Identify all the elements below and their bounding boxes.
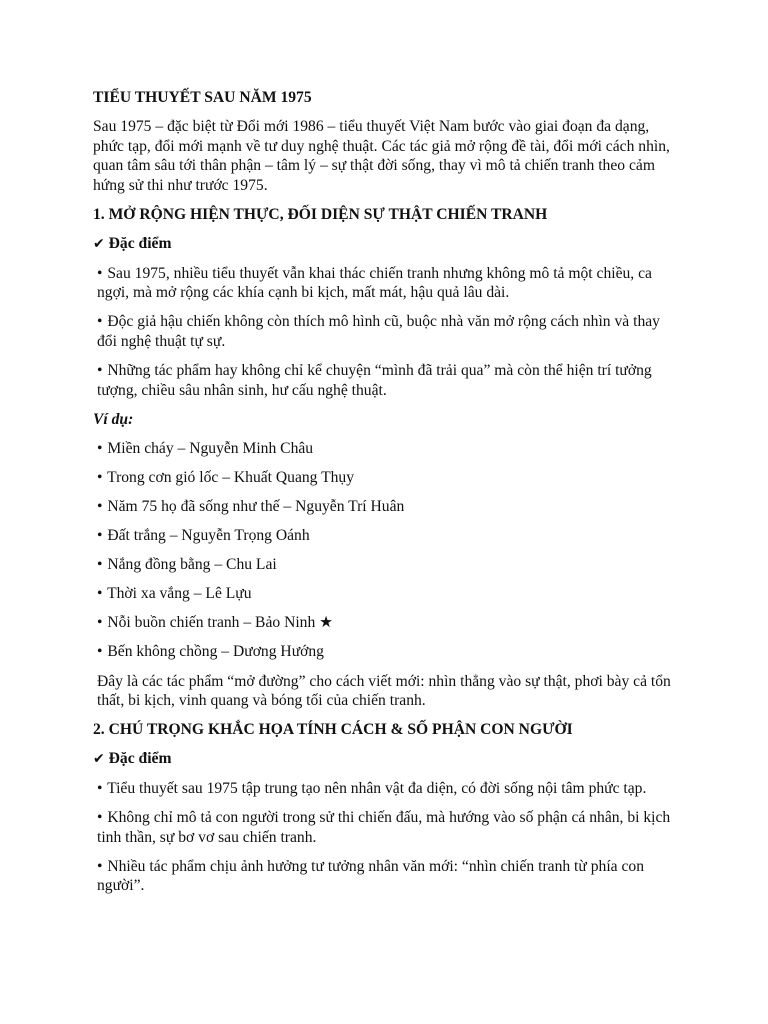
list-item-text: Độc giả hậu chiến không còn thích mô hình cũ, buộc nhà văn mở rộng cách nhìn và thay đổi nghệ thuật tự sự. [97,313,660,350]
bullet-icon: • [97,527,103,545]
section-2-heading: 2. CHÚ TRỌNG KHẮC HỌA TÍNH CÁCH & SỐ PHẬN CON NGƯỜI [93,721,573,739]
example-text: Năm 75 họ đã sống như thế – Nguyễn Trí Huân [107,497,405,515]
section-2-feature-label [93,749,683,770]
example-item [93,439,683,459]
document-page [93,88,683,906]
check-mark-icon: ✔ [93,235,105,252]
example-item [93,526,683,546]
example-text: Nắng đồng bằng – Chu Lai [107,556,277,574]
bullet-icon: • [97,643,103,661]
bullet-icon: • [97,809,103,827]
bullet-icon: • [97,556,103,574]
example-text: Thời xa vắng – Lê Lựu [107,585,252,603]
example-text: Miền cháy – Nguyễn Minh Châu [107,439,314,457]
list-item-text: Nhiều tác phẩm chịu ảnh hưởng tư tưởng nhân văn mới: “nhìn chiến tranh từ phía con người”. [97,857,645,895]
example-item [93,584,683,604]
example-text: Nỗi buồn chiến tranh – Bảo Ninh ★ [107,614,334,632]
section-1-conclusion: Đây là các tác phẩm “mở đường” cho cách viết mới: nhìn thẳng vào sự thật, phơi bày cả tổn thất, bi kịch, vinh quang và bóng tối của chiến tranh. [97,672,671,709]
check-mark-icon: ✔ [93,751,105,768]
list-item [93,779,683,799]
bullet-icon: • [97,585,103,603]
example-item [93,613,683,633]
example-label: Ví dụ: [93,410,134,428]
bullet-icon: • [97,313,103,331]
bullet-icon: • [97,362,103,380]
document-title: TIỂU THUYẾT SAU NĂM 1975 [93,89,312,106]
example-item [93,497,683,517]
example-text: Trong cơn gió lốc – Khuất Quang Thụy [107,468,354,486]
section-1-feature-label [93,234,683,255]
example-text: Bến không chồng – Dương Hướng [107,643,324,661]
intro-paragraph: Sau 1975 – đặc biệt từ Đổi mới 1986 – tiểu thuyết Việt Nam bước vào giai đoạn đa dạng, phức tạp, đổi mới mạnh về tư duy nghệ thuật. Các tác giả mở rộng đề tài, đổi mới cách nhìn, quan tâm sâu tới thân phận – tâm lý – sự thật đời sống, thay vì mô tả chiến tranh theo cảm hứng sử thi như trước 1975. [93,118,670,194]
bullet-icon: • [97,614,103,632]
feature-label-text: Đặc điểm [108,234,172,252]
list-item-text: Không chỉ mô tả con người trong sử thi chiến đấu, mà hướng vào số phận cá nhân, bi kịch tinh thần, sự bơ vơ sau chiến tranh. [97,809,671,846]
feature-label-text: Đặc điểm [108,750,172,768]
bullet-icon: • [97,468,103,486]
section-1-heading: 1. MỞ RỘNG HIỆN THỰC, ĐỐI DIỆN SỰ THẬT CHIẾN TRANH [93,205,548,223]
example-text: Đất trắng – Nguyễn Trọng Oánh [107,527,310,545]
list-item [93,264,683,303]
example-item [93,555,683,575]
bullet-icon: • [97,857,103,875]
list-item [93,857,683,896]
bullet-icon: • [97,264,103,282]
bullet-icon: • [97,780,103,798]
bullet-icon: • [97,439,103,457]
example-item [93,468,683,488]
list-item-text: Tiểu thuyết sau 1975 tập trung tạo nên nhân vật đa diện, có đời sống nội tâm phức tạp. [107,780,647,798]
bullet-icon: • [97,497,103,515]
example-item [93,642,683,662]
list-item [93,808,683,847]
list-item [93,312,683,351]
list-item-text: Những tác phẩm hay không chỉ kể chuyện “mình đã trải qua” mà còn thể hiện trí tưởng tượng, chiều sâu nhân sinh, hư cấu nghệ thuật. [97,362,652,399]
list-item-text: Sau 1975, nhiều tiểu thuyết vẫn khai thác chiến tranh nhưng không mô tả một chiều, ca ngợi, mà mở rộng các khía cạnh bi kịch, mất mát, hậu quả lâu dài. [97,264,652,302]
list-item [93,361,683,400]
